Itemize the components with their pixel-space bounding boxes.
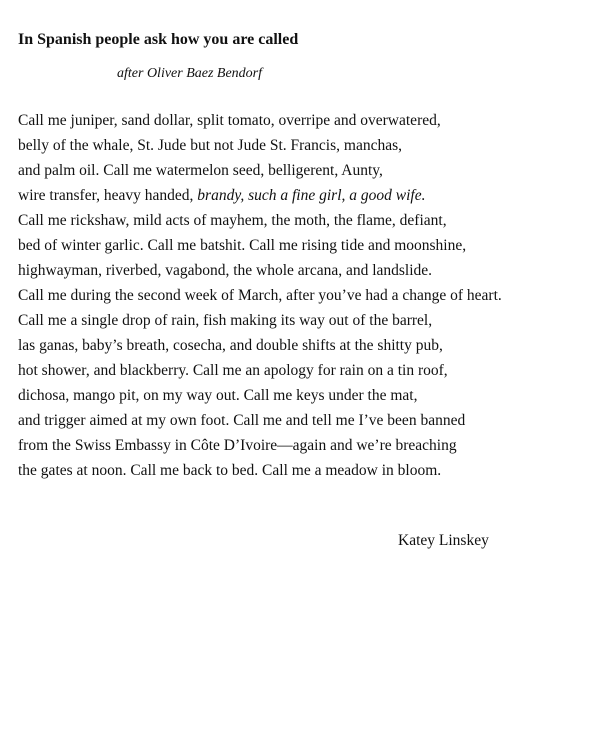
poem-line [18,183,588,208]
poem-line: from the Swiss Embassy in Côte D’Ivoire—again and we’re breaching [18,437,457,454]
poem-line: las ganas, baby’s breath, cosecha, and double shifts at the shitty pub, [18,337,443,354]
poem-dedication: after Oliver Baez Bendorf [117,66,263,81]
poem-line: hot shower, and blackberry. Call me an apology for rain on a tin roof, [18,362,448,379]
poem-line: dichosa, mango pit, on my way out. Call me keys under the mat, [18,387,418,404]
poem-line-plain-text: wire transfer, heavy handed, [18,187,198,204]
poem-line: and trigger aimed at my own foot. Call me and tell me I’ve been banned [18,412,466,429]
poem-body [18,108,588,483]
poem-line: belly of the whale, St. Jude but not Jude St. Francis, manchas, [18,137,402,154]
poem-line: and palm oil. Call me watermelon seed, belligerent, Aunty, [18,162,383,179]
poem-line-italic-text: brandy, such a fine girl, a good wife. [197,187,426,204]
poem-line: the gates at noon. Call me back to bed. Call me a meadow in bloom. [18,462,442,479]
poem-line: bed of winter garlic. Call me batshit. Call me rising tide and moonshine, [18,237,467,254]
poem-author: Katey Linskey [398,532,489,549]
poem-line: Call me during the second week of March, after you’ve had a change of heart. [18,287,502,304]
poem-line: highwayman, riverbed, vagabond, the whole arcana, and landslide. [18,262,433,279]
poem-line: Call me juniper, sand dollar, split tomato, overripe and overwatered, [18,112,441,129]
poem-title: In Spanish people ask how you are called [18,31,299,48]
poem-line: Call me rickshaw, mild acts of mayhem, the moth, the flame, defiant, [18,212,447,229]
poem-line: Call me a single drop of rain, fish making its way out of the barrel, [18,312,433,329]
